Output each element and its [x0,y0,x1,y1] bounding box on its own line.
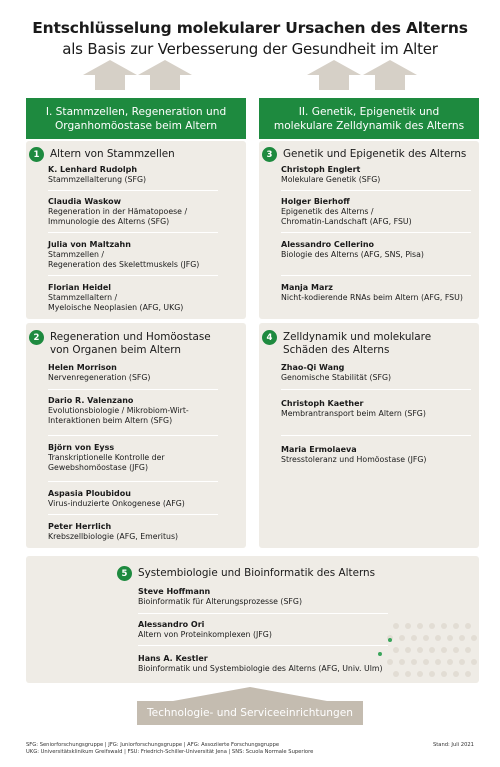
section-title-line: Zelldynamik und molekulare [283,331,432,343]
person-entry [48,396,189,426]
person-description: Virus-induzierte Onkogenese (AFG) [48,499,185,508]
up-arrow-icon [363,60,417,90]
person-description: Stammzellaltern / [48,293,118,302]
section-title-line: Altern von Stammzellen [50,148,175,160]
up-arrow-icon [138,60,192,90]
person-entry [281,283,463,303]
footer-legend [26,742,313,756]
person-name: Björn von Eyss [48,443,115,452]
person-name: Florian Heidel [48,283,112,292]
column-header-line: II. Genetik, Epigenetik und [298,105,440,118]
dot-pattern [382,618,479,683]
person-entry [138,587,302,607]
person-description: Nicht-kodierende RNAs beim Altern (AFG, FSU) [281,293,463,302]
person-name: Hans A. Kestler [138,654,208,663]
section-title-line: Systembiologie und Bioinformatik des Alterns [138,567,376,579]
section-title [50,148,175,161]
column-header-line: Organhomöostase beim Altern [54,119,218,132]
person-description: Molekulare Genetik (SFG) [281,175,381,184]
person-description: Regeneration des Skelettmuskels (JFG) [48,260,200,269]
person-name: Helen Morrison [48,363,117,372]
person-description: Myeloische Neoplasien (AFG, UKG) [48,303,184,312]
person-description: Epigenetik des Alterns / [281,207,374,216]
person-entry [48,197,187,227]
person-description: Gewebshomöostase (JFG) [48,463,149,472]
person-name: K. Lenhard Rudolph [48,165,138,174]
person-description: Bioinformatik und Systembiologie des Alterns (AFG, Univ. Ulm) [138,664,383,673]
person-name: Dario R. Valenzano [48,396,134,405]
section-title [138,567,375,580]
technology-service-label: Technologie- und Serviceeinrichtungen [147,707,353,719]
page-title: Entschlüsselung molekularer Ursachen des Alterns [32,19,468,37]
person-entry [48,165,146,185]
person-name: Alessandro Ori [138,620,205,629]
footer-line: SFG: Seniorforschungsgruppe | JFG: Juniorforschungsgruppe | AFG: Assoziierte Forschungsgruppe [26,742,280,748]
person-entry [281,240,424,260]
section-title-line: von Organen beim Altern [50,344,181,356]
person-description: Krebszellbiologie (AFG, Emeritus) [48,532,179,541]
green-dot [388,638,392,642]
column-header-genetik [259,98,479,139]
person-name: Christoph Kaether [281,399,364,408]
section-4-heading [262,330,431,357]
separator-line [281,190,471,191]
person-entry [48,489,185,509]
person-description: Stresstoleranz und Homöostase (JFG) [281,455,427,464]
section-5-heading [117,566,375,581]
person-name: Peter Herrlich [48,522,112,531]
person-entry [281,363,391,383]
section-number-badge: 2 [29,330,44,345]
separator-line [138,645,388,646]
separator-line [48,190,218,191]
person-description: Stammzellalterung (SFG) [48,175,147,184]
column-header-line: I. Stammzellen, Regeneration und [45,105,227,118]
separator-line [281,389,471,390]
person-entry [138,654,383,674]
section-1-heading [29,147,175,162]
person-name: Alessandro Cellerino [281,240,375,249]
person-name: Steve Hoffmann [138,587,211,596]
footer-line: UKG: Universitätsklinikum Greifswald | FSU: Friedrich-Schiller-Universität Jena | SNS: Scuola Normale Superiore [26,749,314,755]
section-number-badge: 5 [117,566,132,581]
person-description: Biologie des Alterns (AFG, SNS, Pisa) [281,250,424,259]
person-name: Manja Marz [281,283,333,292]
person-description: Genomische Stabilität (SFG) [281,373,392,382]
person-description: Membrantransport beim Altern (SFG) [281,409,426,418]
person-description: Chromatin-Landschaft (AFG, FSU) [281,217,412,226]
column-header-stammzellen [26,98,246,139]
separator-line [281,275,471,276]
person-name: Claudia Waskow [48,197,122,206]
section-3-heading [262,147,466,162]
person-description: Evolutionsbiologie / Mikrobiom-Wirt- [48,406,189,415]
person-entry [48,443,165,473]
section-title-line: Genetik und Epigenetik des Alterns [283,148,467,160]
person-entry [48,283,183,313]
person-description: Interaktionen beim Altern (SFG) [48,416,173,425]
person-entry [281,445,426,465]
person-entry [48,363,150,383]
section-title-line: Schäden des Alterns [283,344,390,356]
person-name: Zhao-Qi Wang [281,363,345,372]
section-title-line: Regeneration und Homöostase [50,331,211,343]
person-entry [281,197,412,227]
section-number-badge: 1 [29,147,44,162]
separator-line [138,613,388,614]
footer-date: Stand: Juli 2021 [432,742,474,748]
section-number-badge: 3 [262,147,277,162]
person-name: Aspasia Ploubidou [48,489,131,498]
person-description: Nervenregeneration (SFG) [48,373,151,382]
section-number-badge: 4 [262,330,277,345]
separator-line [48,514,218,515]
section-title [50,331,211,357]
separator-line [48,481,218,482]
person-entry [48,522,178,542]
person-entry [281,165,380,185]
separator-line [48,232,218,233]
person-name: Christoph Englert [281,165,361,174]
up-arrow-icon [83,60,137,90]
column-header-line: molekulare Zelldynamik des Alterns [273,119,465,132]
person-entry [281,399,426,419]
person-name: Maria Ermolaeva [281,445,357,454]
person-description: Stammzellen / [48,250,105,259]
person-description: Bioinformatik für Alterungsprozesse (SFG) [138,597,302,606]
page-subtitle: als Basis zur Verbesserung der Gesundheit im Alter [62,40,438,58]
person-description: Transkriptionelle Kontrolle der [48,453,165,462]
separator-line [48,435,218,436]
person-description: Immunologie des Alterns (SFG) [48,217,170,226]
section-title [283,331,431,357]
person-name: Holger Bierhoff [281,197,350,206]
separator-line [281,232,471,233]
person-entry [138,620,272,640]
person-description: Altern von Proteinkomplexen (JFG) [138,630,272,639]
person-entry [48,240,199,270]
section-2-heading [29,330,211,357]
person-description: Regeneration in der Hämatopoese / [48,207,188,216]
up-arrow-icon [307,60,361,90]
separator-line [48,389,218,390]
person-name: Julia von Maltzahn [48,240,131,249]
section-title [283,148,466,161]
separator-line [281,435,471,436]
separator-line [48,275,218,276]
